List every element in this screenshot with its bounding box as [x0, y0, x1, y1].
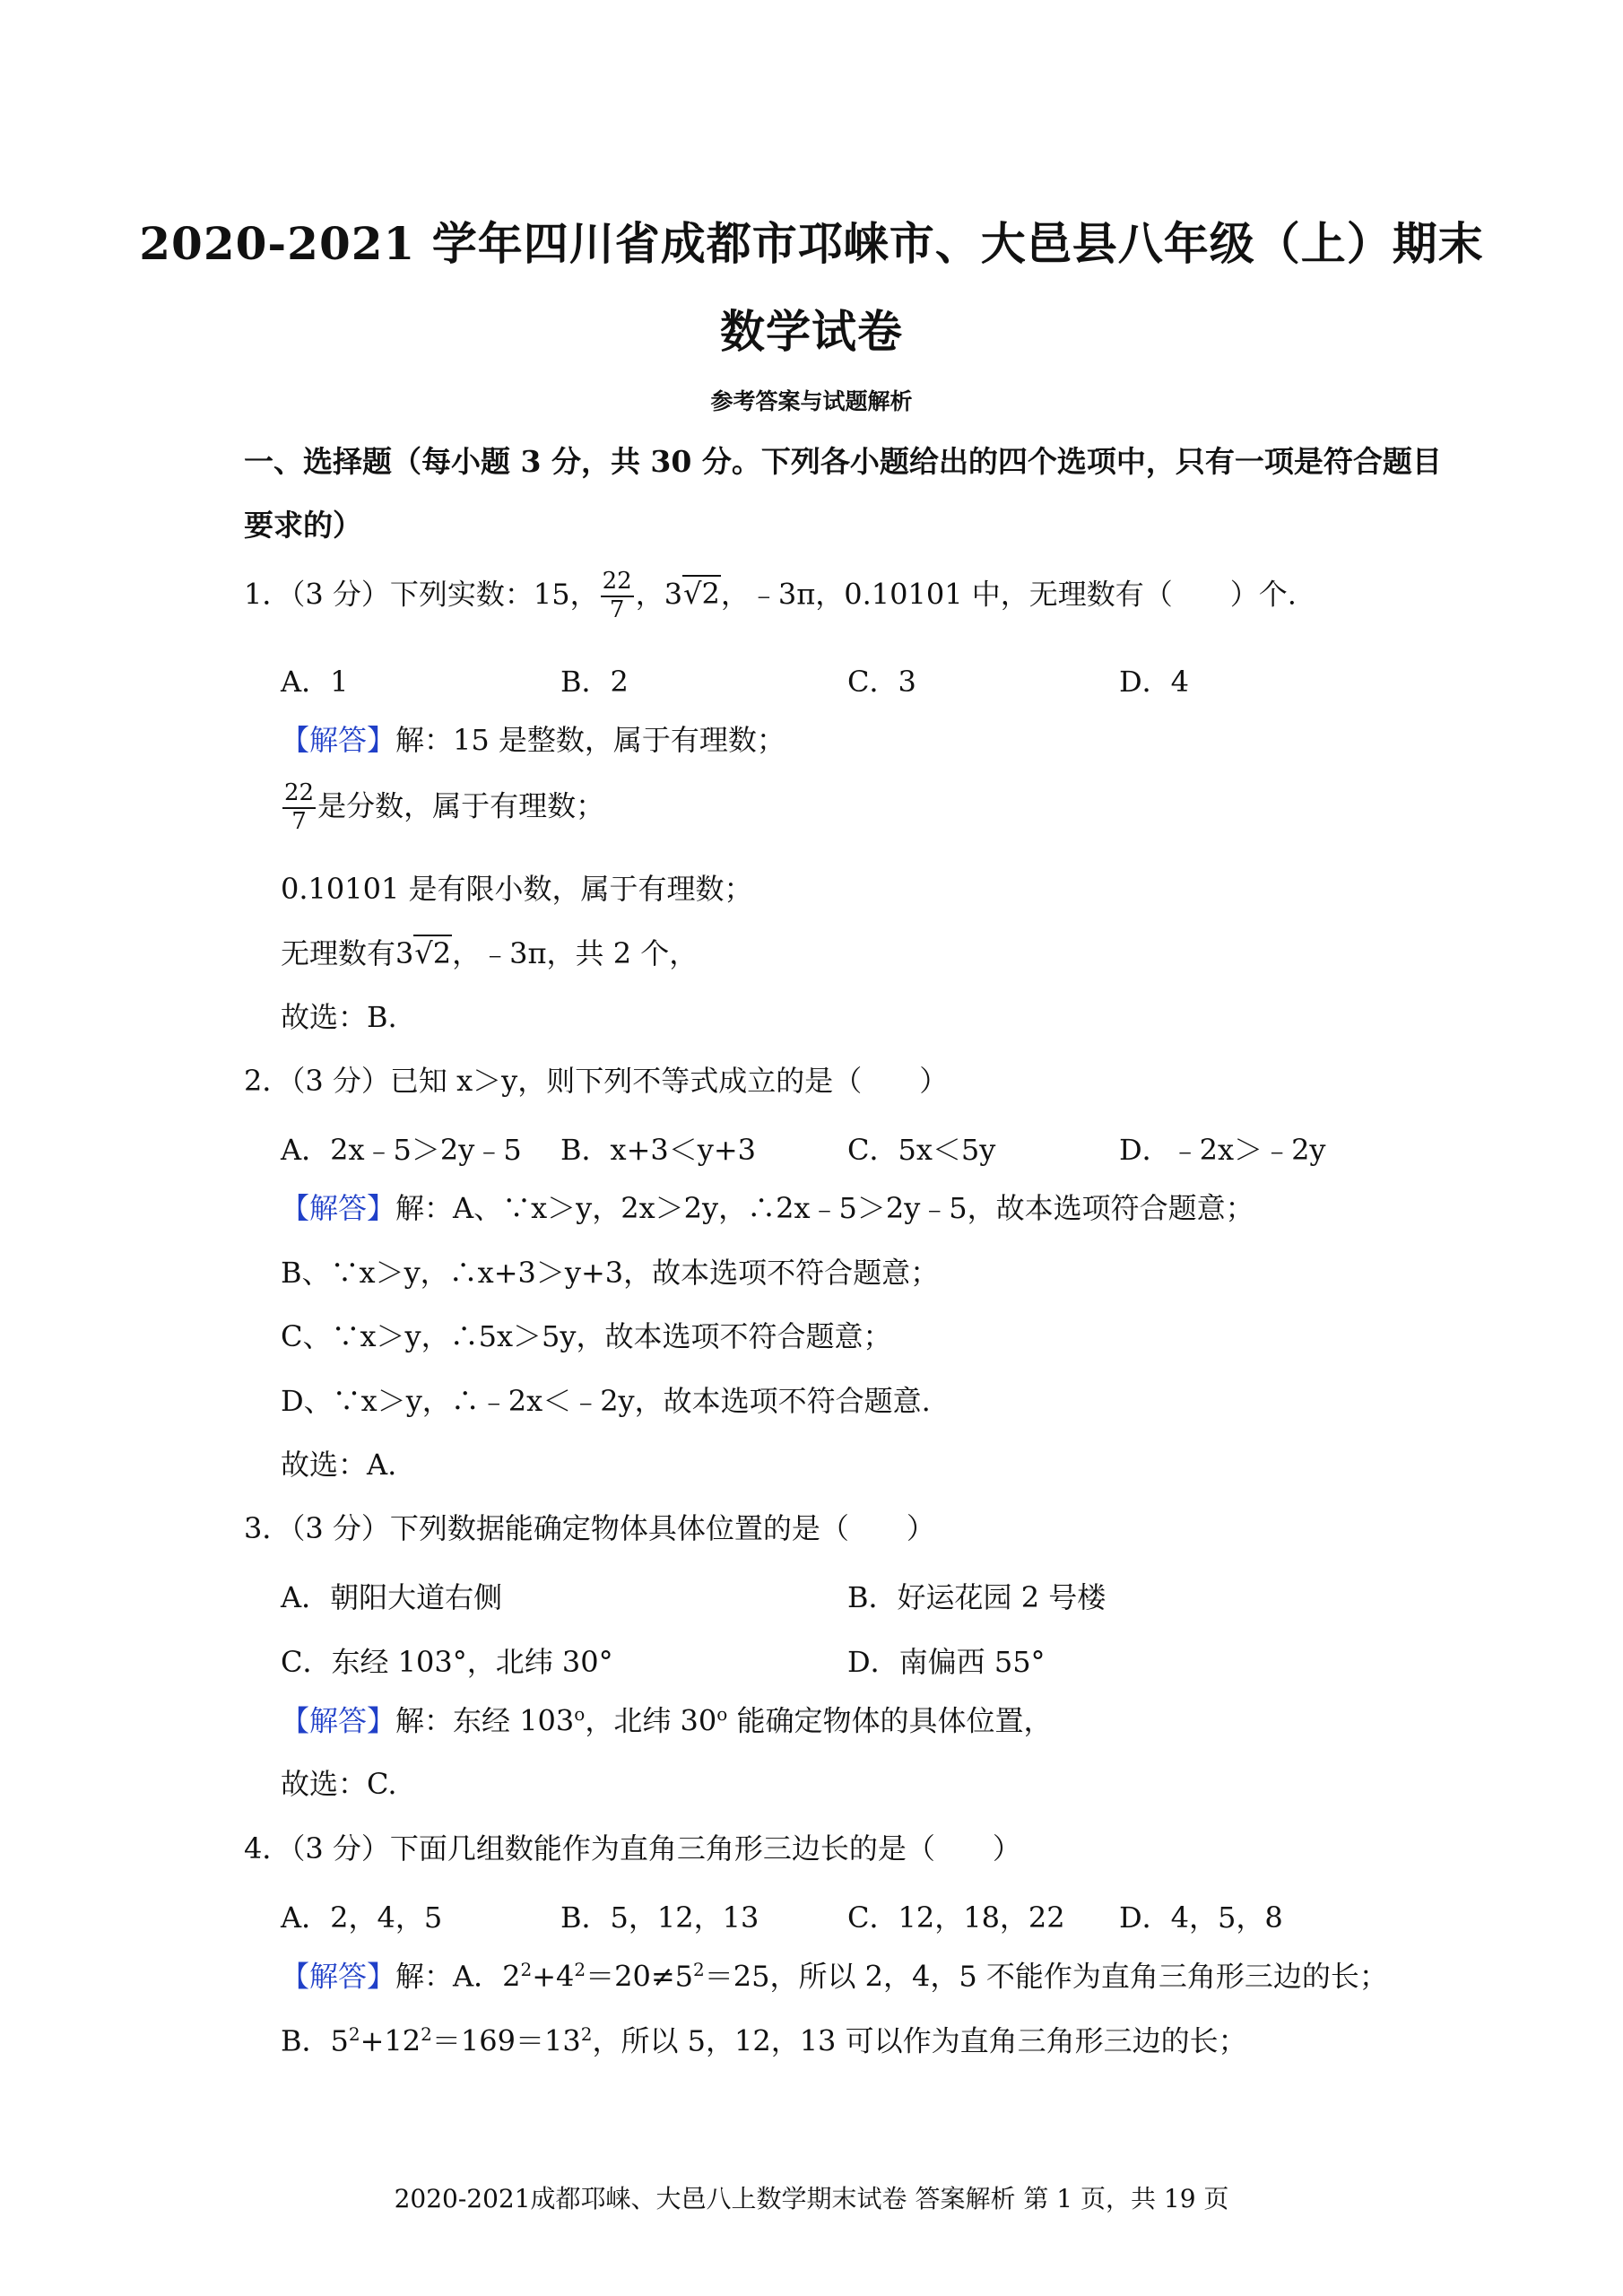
q1-answer-sqrt: √2	[414, 936, 452, 970]
q3-answer-sup1: o	[574, 1703, 586, 1725]
q4-answer-text1b: +4	[532, 1959, 575, 1994]
q4-option-c: C．12，18，22	[847, 1900, 1065, 1935]
q3-option-d: D．南偏西 55°	[847, 1645, 1046, 1679]
page-title-line2: 数学试卷	[720, 305, 903, 358]
q1-sqrt: √2	[683, 577, 720, 612]
q4-answer-text1a: 解：A．2	[395, 1959, 521, 1994]
q2-option-a: A．2x﹣5＞2y﹣5	[281, 1133, 522, 1167]
q2-answer-line4: D、∵x＞y，∴﹣2x＜﹣2y，故本选项不符合题意.	[281, 1384, 931, 1418]
q2-answer-line1	[281, 1191, 1254, 1225]
q3-answer-line2: 故选：C.	[281, 1767, 397, 1801]
section-heading-line2: 要求的）	[244, 508, 362, 543]
q1-option-d: D．4	[1119, 665, 1190, 699]
q4-answer-text2c: ＝169＝13	[431, 2023, 581, 2058]
q3-stem: 3．（3 分）下列数据能确定物体具体位置的是（ ）	[244, 1511, 935, 1545]
q1-option-a: A．1	[281, 665, 349, 699]
q3-answer-text1a: 解：东经 103	[395, 1703, 575, 1738]
page-footer: 2020-2021成都邛崃、大邑八上数学期末试卷 答案解析 第 1 页，共 19 页	[394, 2184, 1229, 2213]
q1-frac-den: 7	[609, 596, 625, 623]
q4-answer-sup2: 2	[574, 1959, 586, 1980]
q4-answer-sup5: 2	[421, 2023, 432, 2045]
q3-answer-text1c: 能确定物体的具体位置，	[727, 1703, 1053, 1738]
q4-answer-text1d: ＝25，所以 2，4，5 不能作为直角三角形三边的长；	[704, 1959, 1388, 1994]
q4-answer-sup1: 2	[520, 1959, 533, 1980]
page-title-line1: 2020-2021 学年四川省成都市邛崃市、大邑县八年级（上）期末	[139, 217, 1484, 270]
q1-answer-frac-den: 7	[291, 807, 307, 835]
q4-answer-sup6: 2	[580, 2023, 593, 2045]
q3-answer-line1	[281, 1703, 1052, 1738]
q1-option-c: C．3	[847, 665, 916, 699]
q2-stem: 2．（3 分）已知 x＞y，则下列不等式成立的是（ ）	[244, 1064, 949, 1098]
page-subtitle: 参考答案与试题解析	[710, 388, 913, 414]
q1-answer-line5: 故选：B.	[281, 1000, 397, 1034]
q4-answer-tag: 【解答】	[281, 1959, 396, 1994]
q1-answer-text2: 是分数，属于有理数；	[317, 788, 605, 823]
q1-answer-line1	[281, 723, 785, 757]
q4-option-d: D．4，5，8	[1119, 1900, 1283, 1935]
q4-answer-text2b: +12	[360, 2023, 421, 2058]
q4-option-b: B．5，12，13	[560, 1900, 759, 1935]
q3-option-a: A．朝阳大道右侧	[281, 1580, 503, 1614]
q1-answer-tag: 【解答】	[281, 723, 396, 757]
q1-answer-line2	[281, 780, 604, 836]
q1-answer-fraction	[282, 780, 316, 836]
q4-answer-text2a: B．5	[281, 2023, 349, 2058]
q3-option-c: C．东经 103°，北纬 30°	[281, 1645, 613, 1679]
q1-stem-a: 1．（3 分）下列实数：15，	[244, 577, 599, 612]
q1-stem	[244, 569, 1297, 624]
q1-option-b: B．2	[560, 665, 629, 699]
q3-answer-tag: 【解答】	[281, 1703, 396, 1738]
q2-answer-tag: 【解答】	[281, 1191, 396, 1225]
q2-option-d: D．﹣2x＞﹣2y	[1119, 1133, 1326, 1167]
q2-answer-line2: B、∵x＞y，∴x+3＞y+3，故本选项不符合题意；	[281, 1256, 940, 1290]
q4-option-a: A．2，4，5	[281, 1900, 443, 1935]
q3-option-b: B．好运花园 2 号楼	[847, 1580, 1107, 1614]
q3-answer-sup2: o	[716, 1703, 728, 1725]
q1-answer-frac-num: 22	[282, 780, 316, 809]
q4-answer-line2	[281, 2023, 1247, 2058]
q4-stem: 4．（3 分）下面几组数能作为直角三角形三边长的是（ ）	[244, 1831, 1021, 1866]
q3-answer-text1b: ，北纬 30	[585, 1703, 717, 1738]
q1-answer-line3: 0.10101 是有限小数，属于有理数；	[281, 872, 753, 906]
q2-option-b: B．x+3＜y+3	[560, 1133, 756, 1167]
q4-answer-sup3: 2	[693, 1959, 705, 1980]
q4-answer-text2d: ，所以 5，12，13 可以作为直角三角形三边的长；	[592, 2023, 1247, 2058]
q1-answer-text1: 解：15 是整数，属于有理数；	[395, 723, 785, 757]
q1-fraction	[601, 569, 634, 624]
q1-stem-c: ，﹣3π，0.10101 中，无理数有（ ）个.	[720, 577, 1297, 612]
q4-answer-text1c: ＝20≠5	[586, 1959, 694, 1994]
section-heading-line1: 一、选择题（每小题 3 分，共 30 分。下列各小题给出的四个选项中，只有一项是符合题目	[244, 444, 1442, 479]
q4-answer-line1	[281, 1959, 1388, 1994]
q2-option-c: C．5x＜5y	[847, 1133, 996, 1167]
q1-answer-line4	[281, 936, 698, 970]
q2-answer-text1: 解：A、∵x＞y，2x＞2y，∴2x﹣5＞2y﹣5，故本选项符合题意；	[395, 1191, 1254, 1225]
q1-answer-text4b: ，﹣3π，共 2 个，	[452, 936, 699, 970]
q2-answer-line5: 故选：A.	[281, 1448, 397, 1482]
q1-answer-text4a: 无理数有3	[281, 936, 414, 970]
q1-frac-num: 22	[601, 569, 634, 597]
q2-answer-line3: C、∵x＞y，∴5x＞5y，故本选项不符合题意；	[281, 1319, 892, 1353]
q4-answer-sup4: 2	[348, 2023, 360, 2045]
q1-stem-b: ，3	[635, 577, 683, 612]
